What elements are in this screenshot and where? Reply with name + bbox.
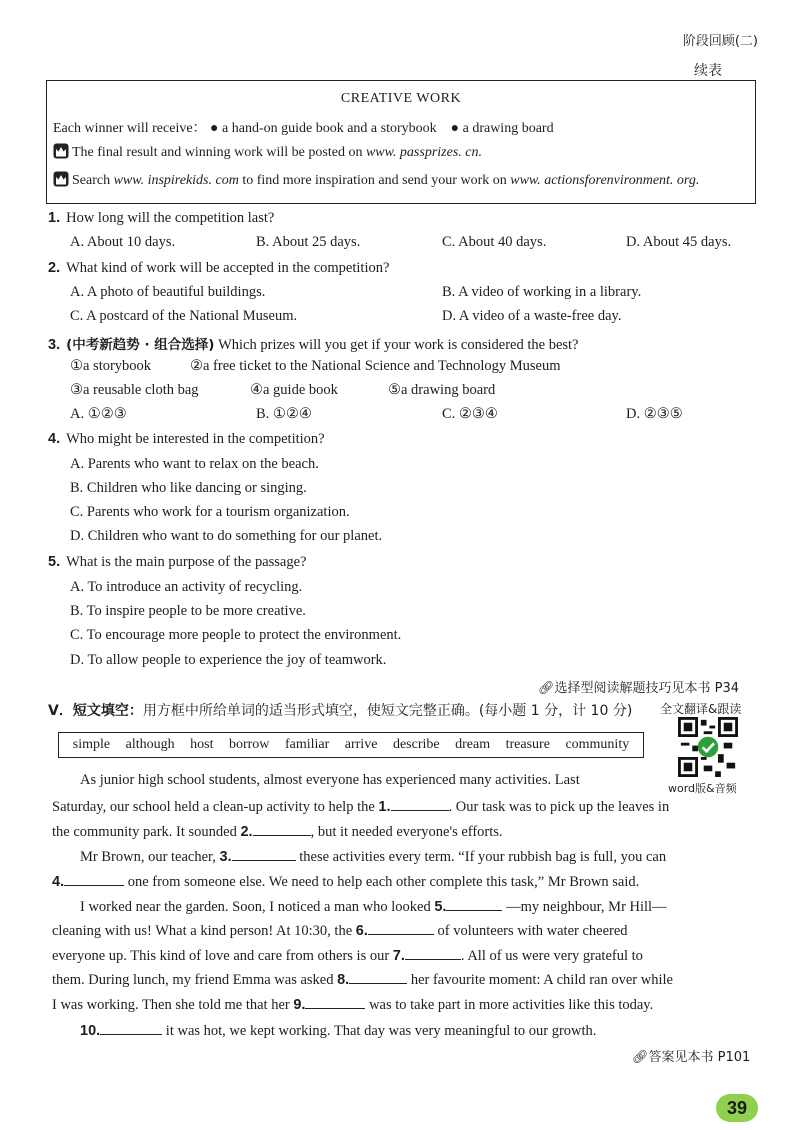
blank-number: 5.: [434, 899, 447, 915]
word-item: simple: [72, 737, 111, 752]
q2-option-c[interactable]: C. A postcard of the National Museum.: [70, 308, 298, 324]
q5-option-a[interactable]: A. To introduce an activity of recycling.: [70, 579, 303, 595]
word-item: although: [125, 737, 175, 752]
blank-8[interactable]: [349, 970, 407, 984]
continued-label: 续表: [694, 63, 722, 79]
word-item: treasure: [505, 737, 550, 752]
q3-option-a[interactable]: A. ①②③: [70, 406, 127, 422]
question-text: How long will the competition last?: [66, 210, 275, 226]
blank-number: 10.: [80, 1023, 101, 1039]
question-1: [48, 210, 274, 227]
crown-icon: [53, 143, 69, 159]
blank-6[interactable]: [368, 921, 434, 935]
notice-title: CREATIVE WORK: [340, 91, 462, 106]
section-5-heading: [48, 700, 632, 720]
blank-5[interactable]: [446, 897, 502, 911]
inspire-url: www. inspirekids. com: [113, 173, 239, 188]
question-3: [48, 333, 578, 354]
link-icon: 🔗︎: [632, 1050, 649, 1065]
passage-line: the community park. It sounded 2. , but it needed everyone's efforts.: [52, 824, 503, 840]
notice-line-1: [53, 117, 554, 137]
q4-option-b[interactable]: B. Children who like dancing or singing.: [70, 480, 307, 496]
question-text: What kind of work will be accepted in the competition?: [66, 260, 390, 276]
notice-box: [46, 80, 756, 204]
passage-line: I worked near the garden. Soon, I noticed a man who looked 5. —my neighbour, Mr Hill—: [80, 899, 667, 915]
question-text: What is the main purpose of the passage?: [66, 554, 307, 570]
question-2: [48, 260, 389, 277]
prize-item-1: a hand-on guide book and a storybook: [222, 121, 437, 136]
page-number: 39: [716, 1094, 758, 1122]
question-number: 1.: [48, 210, 61, 226]
q4-option-c[interactable]: C. Parents who work for a tourism organization.: [70, 504, 350, 520]
send-text: to find more inspiration and send your work on: [238, 173, 511, 188]
blank-number: 4.: [52, 874, 65, 890]
question-number: 3.: [48, 337, 61, 353]
q4-option-a[interactable]: A. Parents who want to relax on the beach.: [70, 456, 319, 472]
q2-option-a[interactable]: A. A photo of beautiful buildings.: [70, 284, 266, 300]
blank-9[interactable]: [305, 995, 365, 1009]
q1-option-a[interactable]: A. About 10 days.: [70, 234, 176, 250]
word-item: dream: [455, 737, 491, 752]
question-number: 5.: [48, 554, 61, 570]
section-label: V．短文填空：: [48, 703, 143, 719]
question-number: 2.: [48, 260, 61, 276]
q2-option-b[interactable]: B. A video of working in a library.: [442, 284, 642, 300]
blank-number: 1.: [378, 799, 391, 815]
blank-number: 3.: [219, 849, 232, 865]
prize-item-2: a drawing board: [462, 121, 554, 136]
section-instruction: 用方框中所给单词的适当形式填空，使短文完整正确。(每小题 1 分，计 10 分): [142, 703, 633, 719]
passage-line: As junior high school students, almost everyone has experienced many activities. Last: [80, 772, 580, 788]
q1-option-b[interactable]: B. About 25 days.: [256, 234, 361, 250]
bullet-icon: ●: [450, 121, 460, 136]
passage-line: Mr Brown, our teacher, 3. these activities every term. “If your rubbish bag is full, you can: [80, 849, 667, 865]
question-text: Which prizes will you get if your work is considered the best?: [218, 337, 579, 353]
passage-line: I was working. Then she told me that her 9. was to take part in more activities like this today.: [52, 997, 654, 1013]
blank-10[interactable]: [100, 1021, 162, 1035]
tip-reading-skills: 🔗︎选择型阅读解题技巧见本书 P34: [538, 681, 740, 696]
word-item: describe: [392, 737, 440, 752]
question-text: Who might be interested in the competition?: [66, 431, 325, 447]
q3-choice-5: ⑤a drawing board: [388, 382, 496, 398]
blank-number: 8.: [337, 972, 350, 988]
passage-line: Saturday, our school held a clean-up activity to help the 1. . Our task was to pick up the leaves in: [52, 799, 670, 815]
send-url: www. actionsforenvironment. org.: [510, 173, 700, 188]
result-text: The final result and winning work will be posted on: [72, 145, 366, 160]
passage-line: 4. one from someone else. We need to help each other complete this task,” Mr Brown said.: [52, 874, 640, 890]
qr-subcaption: word版&音频: [668, 782, 737, 795]
qr-code-icon[interactable]: [678, 717, 738, 777]
passage-line: cleaning with us! What a kind person! At 10:30, the 6. of volunteers with water cheered: [52, 923, 628, 939]
question-tag: (中考新趋势 · 组合选择): [66, 337, 215, 353]
tip-answers: 🔗︎答案见本书 P101: [632, 1050, 751, 1065]
blank-1[interactable]: [391, 797, 449, 811]
passage-line: 10. it was hot, we kept working. That day was very meaningful to our growth.: [80, 1023, 597, 1039]
passage-line: everyone up. This kind of love and care from others is our 7. . All of us were very grateful to: [52, 948, 643, 964]
word-item: borrow: [228, 737, 270, 752]
qr-caption: 全文翻译&跟读: [660, 702, 742, 716]
q1-option-d[interactable]: D. About 45 days.: [626, 234, 732, 250]
blank-number: 6.: [355, 923, 368, 939]
q3-option-b[interactable]: B. ①②④: [256, 406, 312, 422]
word-item: host: [190, 737, 214, 752]
search-text: Search: [72, 173, 114, 188]
question-5: [48, 554, 306, 571]
word-item: community: [565, 737, 630, 752]
q3-choice-3: ③a reusable cloth bag: [70, 382, 199, 398]
blank-4[interactable]: [64, 872, 124, 886]
word-item: familiar: [284, 737, 330, 752]
question-4: [48, 431, 325, 448]
winner-prefix: Each winner will receive：: [53, 121, 207, 136]
q3-choice-2: ②a free ticket to the National Science and Technology Museum: [190, 358, 561, 374]
blank-7[interactable]: [405, 946, 461, 960]
q5-option-c[interactable]: C. To encourage more people to protect the environment.: [70, 627, 402, 643]
link-icon: 🔗︎: [538, 681, 555, 696]
q1-option-c[interactable]: C. About 40 days.: [442, 234, 547, 250]
blank-number: 2.: [240, 824, 253, 840]
result-url: www. passprizes. cn.: [365, 145, 482, 160]
question-number: 4.: [48, 431, 61, 447]
blank-3[interactable]: [232, 847, 296, 861]
crown-icon: [53, 171, 69, 187]
notice-line-2: [53, 143, 482, 161]
word-box: [58, 732, 644, 758]
q5-option-d[interactable]: D. To allow people to experience the joy of teamwork.: [70, 652, 387, 668]
q3-option-d[interactable]: D. ②③⑤: [626, 406, 683, 422]
q5-option-b[interactable]: B. To inspire people to be more creative.: [70, 603, 306, 619]
q4-option-d[interactable]: D. Children who want to do something for our planet.: [70, 528, 383, 544]
blank-number: 9.: [293, 997, 306, 1013]
q3-choice-4: ④a guide book: [250, 382, 338, 398]
blank-number: 7.: [392, 948, 405, 964]
q3-option-c[interactable]: C. ②③④: [442, 406, 498, 422]
q2-option-d[interactable]: D. A video of a waste-free day.: [442, 308, 622, 324]
q3-choice-1: ①a storybook: [70, 358, 152, 374]
word-item: arrive: [344, 737, 378, 752]
passage-line: them. During lunch, my friend Emma was asked 8. her favourite moment: A child ran over while: [52, 972, 673, 988]
section-header: 阶段回顾(二): [682, 34, 758, 49]
notice-line-3: [53, 171, 699, 189]
bullet-icon: ●: [210, 121, 219, 136]
blank-2[interactable]: [253, 822, 311, 836]
